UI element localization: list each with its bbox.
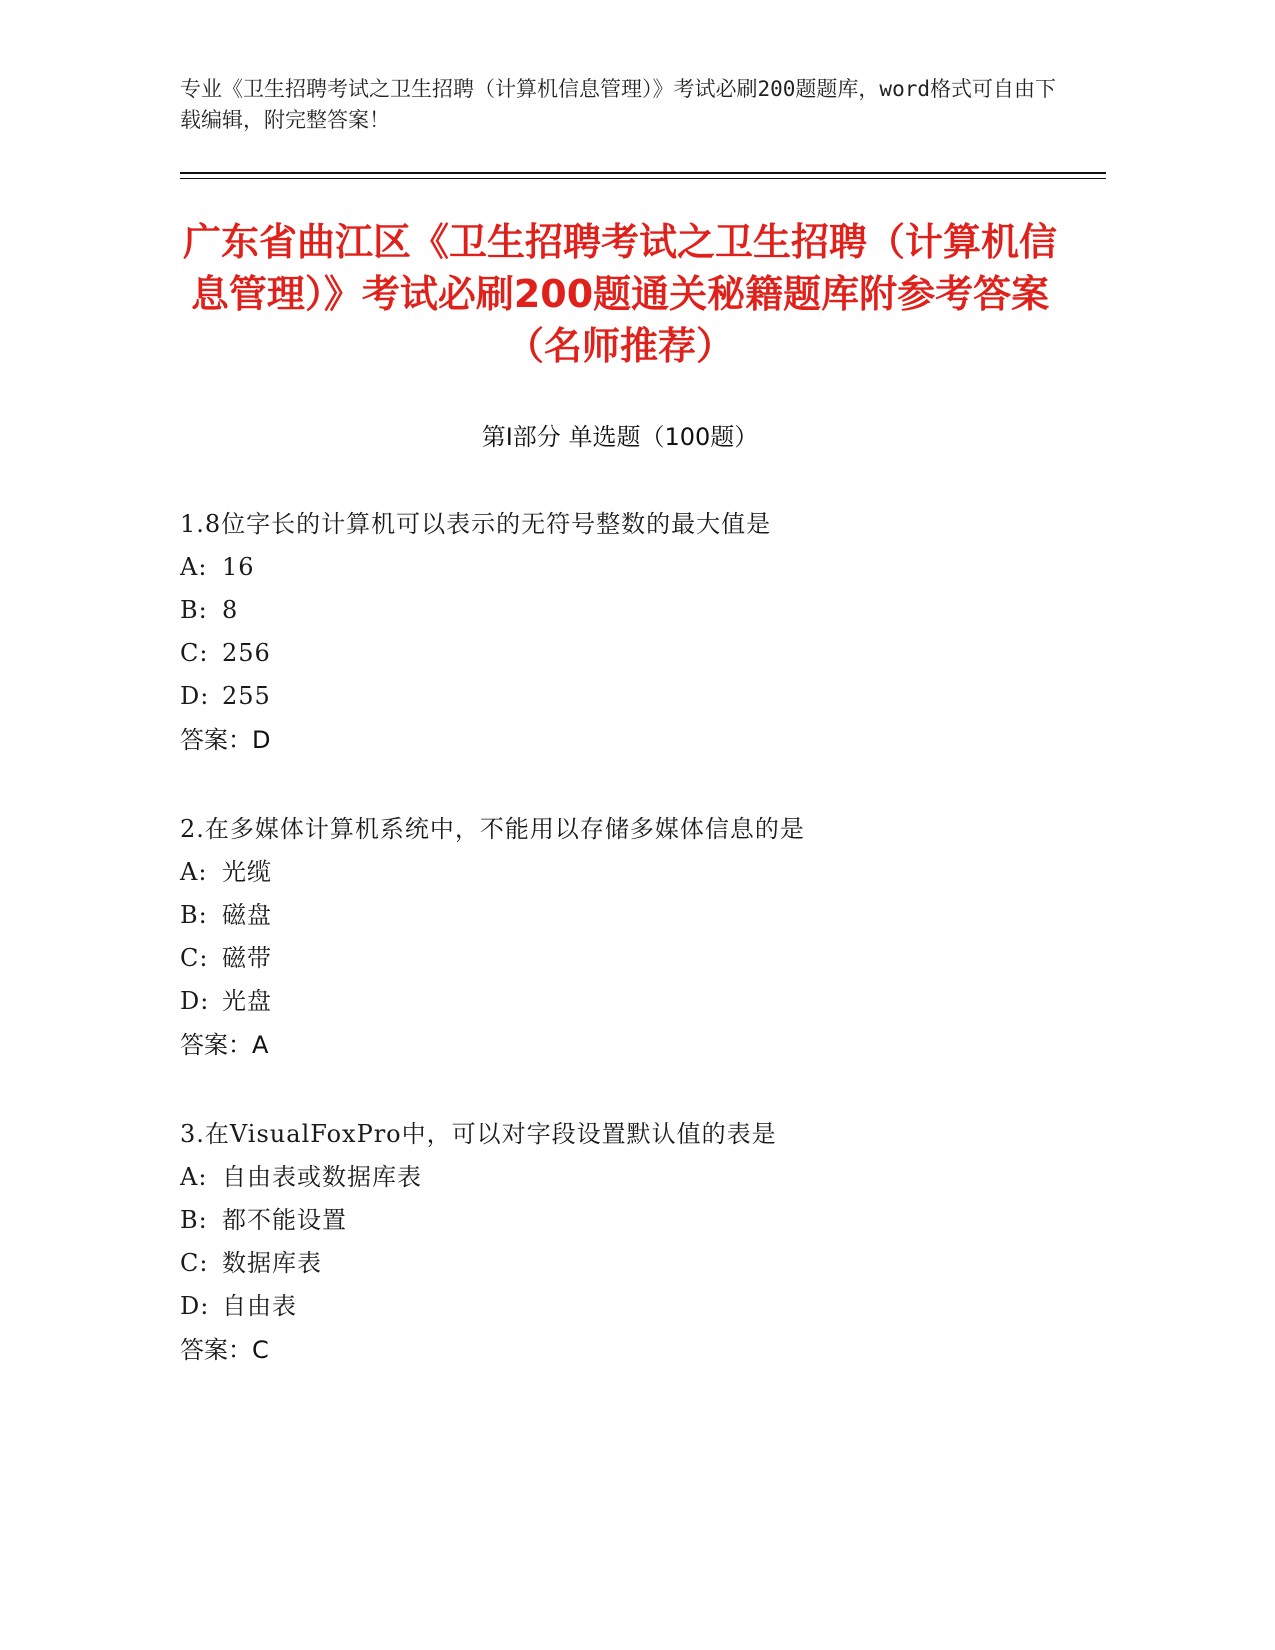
answer-line: 答案：D <box>180 726 271 754</box>
option-text: 磁盘 <box>222 901 272 929</box>
answer-line: 答案：C <box>180 1336 269 1364</box>
header-divider-thick <box>180 172 1106 174</box>
question-3 <box>180 1112 1080 1372</box>
document-header-note: 专业《卫生招聘考试之卫生招聘（计算机信息管理）》考试必刷200题题库，word格式可自由下载编辑，附完整答案！ <box>180 77 1056 132</box>
option-letter: A: <box>180 553 208 581</box>
option-d <box>180 1285 1080 1328</box>
option-b <box>180 894 1080 937</box>
option-text: 16 <box>222 553 255 581</box>
option-b <box>180 1199 1080 1242</box>
option-letter: C: <box>180 944 209 972</box>
header-divider-thin <box>180 178 1106 179</box>
option-letter: D: <box>180 682 210 710</box>
option-text: 数据库表 <box>222 1249 322 1277</box>
option-letter: C: <box>180 1249 209 1277</box>
question-stem: 1.8位字长的计算机可以表示的无符号整数的最大值是 <box>180 510 772 538</box>
answer-line: 答案：A <box>180 1031 269 1059</box>
option-letter: D: <box>180 987 210 1015</box>
question-2 <box>180 807 1080 1067</box>
option-b <box>180 589 1080 632</box>
option-letter: B: <box>180 596 208 624</box>
option-a <box>180 1156 1080 1199</box>
option-text: 光缆 <box>222 858 272 886</box>
option-text: 自由表 <box>222 1292 297 1320</box>
option-letter: B: <box>180 1206 208 1234</box>
document-title: 广东省曲江区《卫生招聘考试之卫生招聘（计算机信息管理）》考试必刷200题通关秘籍题库附参考答案（名师推荐） <box>182 220 1057 368</box>
option-a <box>180 851 1080 894</box>
option-letter: A: <box>180 858 208 886</box>
question-1 <box>180 502 1080 762</box>
option-letter: D: <box>180 1292 210 1320</box>
option-letter: B: <box>180 901 208 929</box>
option-d <box>180 980 1080 1023</box>
option-a <box>180 546 1080 589</box>
option-c <box>180 632 1080 675</box>
option-text: 磁带 <box>222 944 272 972</box>
option-text: 自由表或数据库表 <box>222 1163 422 1191</box>
option-d <box>180 675 1080 718</box>
section-heading: 第Ⅰ部分 单选题（100题） <box>481 423 759 451</box>
option-letter: A: <box>180 1163 208 1191</box>
option-letter: C: <box>180 639 209 667</box>
option-text: 8 <box>222 596 239 624</box>
option-text: 都不能设置 <box>222 1206 347 1234</box>
question-stem: 2.在多媒体计算机系统中，不能用以存储多媒体信息的是 <box>180 815 805 843</box>
option-text: 光盘 <box>222 987 272 1015</box>
option-text: 256 <box>222 639 271 667</box>
option-c <box>180 1242 1080 1285</box>
option-c <box>180 937 1080 980</box>
question-stem: 3.在VisualFoxPro中，可以对字段设置默认值的表是 <box>180 1120 777 1148</box>
option-text: 255 <box>222 682 271 710</box>
